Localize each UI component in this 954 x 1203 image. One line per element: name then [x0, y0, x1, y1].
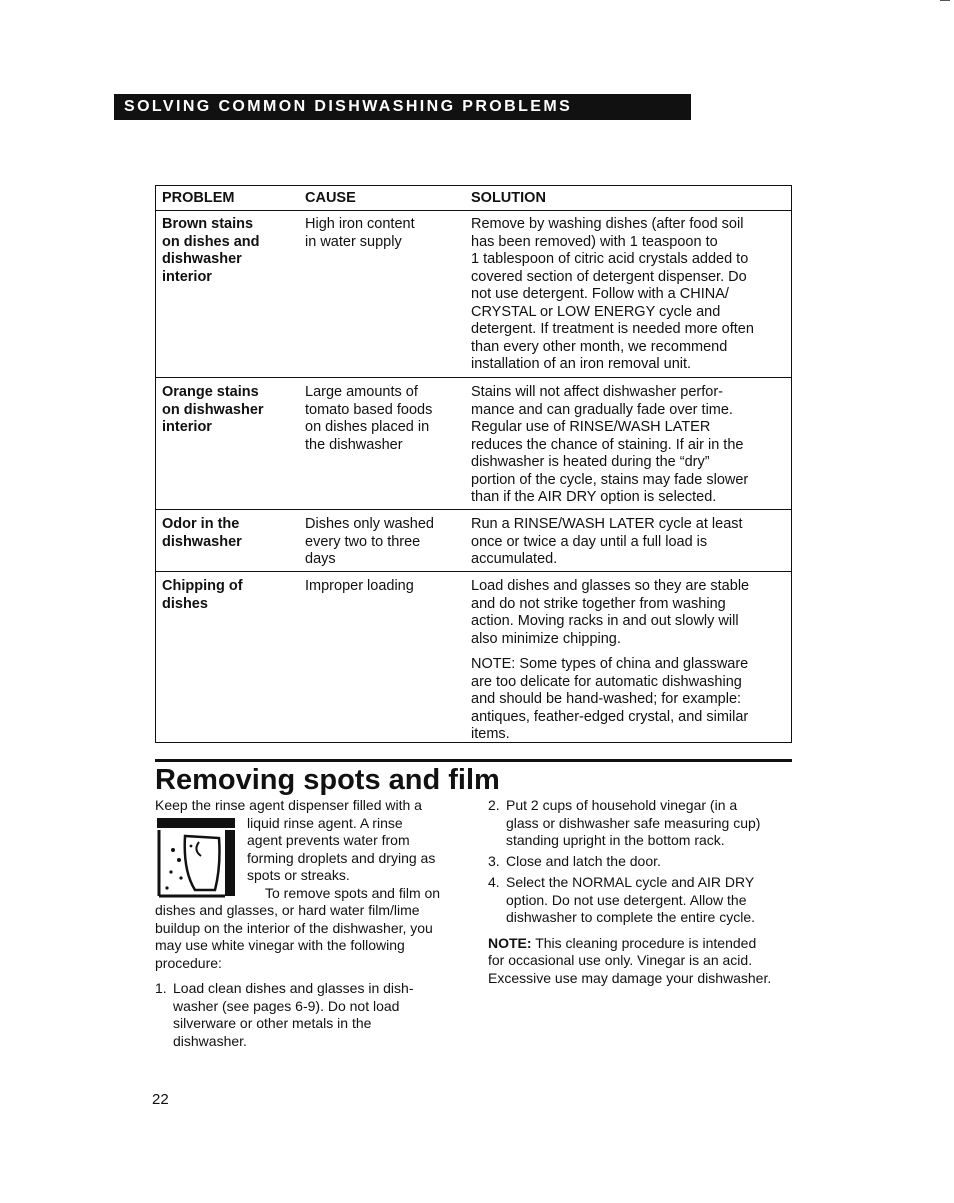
intro-line: spots or streaks. [247, 867, 350, 883]
cleaning-note [488, 935, 804, 988]
text-line: portion of the cycle, stains may fade slower [471, 471, 749, 488]
table-row [156, 510, 791, 572]
text-line: on dishwasher [162, 401, 264, 418]
step-1 [155, 980, 465, 1050]
step-line: dishwasher. [173, 1032, 247, 1049]
problem-cell [162, 578, 297, 613]
solution-paragraph [471, 578, 783, 648]
corner-mark [940, 0, 950, 1]
intro-line: procedure: [155, 954, 222, 971]
text-line: Remove by washing dishes (after food soil [471, 216, 744, 232]
text-line: than every other month, we recommend [471, 338, 728, 355]
text-line: items. [471, 726, 510, 742]
text-line: mance and can gradually fade over time. [471, 401, 733, 418]
text-line: antiques, feather-edged crystal, and similar [471, 708, 749, 725]
step-line: dishwasher to complete the entire cycle. [506, 909, 756, 925]
table-row [156, 378, 791, 510]
text-line: detergent. If treatment is needed more often [471, 321, 754, 337]
text-line: every two to three [305, 533, 421, 550]
intro-line: To remove spots and film on [265, 884, 441, 901]
solution-cell [471, 384, 783, 507]
text-line: Large amounts of [305, 384, 418, 400]
step-line: Load clean dishes and glasses in dish- [173, 980, 414, 996]
text-line: Run a RINSE/WASH LATER cycle at least [471, 516, 743, 532]
text-line: on dishes placed in [305, 419, 430, 435]
text-line: the dishwasher [305, 436, 403, 453]
intro-line: Keep the rinse agent dispenser filled with a [155, 797, 422, 813]
step-line: silverware or other metals in the [173, 1015, 372, 1031]
left-column [155, 797, 465, 1050]
solution-paragraph [471, 384, 783, 507]
step-2 [488, 797, 804, 850]
intro-line: buildup on the interior of the dishwasher, you [155, 919, 433, 936]
section-banner: SOLVING COMMON DISHWASHING PROBLEMS [114, 94, 691, 120]
step-line: Close and latch the door. [506, 852, 661, 869]
intro-line: may use white vinegar with the following [155, 937, 405, 953]
right-column [488, 797, 804, 987]
text-line: Orange stains [162, 384, 259, 400]
solution-note [471, 656, 783, 744]
text-line: installation of an iron removal unit. [471, 356, 692, 372]
text-line: on dishes and [162, 233, 260, 250]
text-line: dishwasher [162, 251, 242, 267]
problem-cell [162, 516, 297, 551]
text-line: has been removed) with 1 teaspoon to [471, 233, 718, 250]
table-row [156, 572, 791, 742]
intro-line: liquid rinse agent. A rinse [247, 814, 403, 831]
text-line: than if the AIR DRY option is selected. [471, 489, 717, 505]
text-line: High iron content [305, 216, 415, 232]
step-line: Select the NORMAL cycle and AIR DRY [506, 874, 755, 890]
cause-cell [305, 516, 463, 569]
cause-cell [305, 384, 463, 454]
text-line: dishes [162, 595, 208, 612]
text-line: covered section of detergent dispenser. Do [471, 268, 747, 285]
text-line: Regular use of RINSE/WASH LATER [471, 419, 711, 435]
step-number: 3. [488, 852, 500, 869]
step-number: 1. [155, 980, 167, 996]
text-line: Improper loading [305, 578, 414, 594]
text-line: reduces the chance of staining. If air in the [471, 436, 744, 453]
step-3 [488, 853, 804, 871]
text-line: Load dishes and glasses so they are stable [471, 578, 750, 594]
intro-line: dishes and glasses, or hard water film/lime [155, 902, 420, 918]
step-line: washer (see pages 6-9). Do not load [173, 997, 400, 1014]
text-line: Odor in the [162, 516, 240, 532]
text-line: Stains will not affect dishwasher perfor- [471, 384, 723, 400]
drinking-glass-spots-icon [155, 816, 237, 898]
intro-line: agent prevents water from [247, 832, 410, 848]
text-line: and should be hand-washed; for example: [471, 691, 742, 707]
text-line: accumulated. [471, 551, 558, 567]
text-line: also minimize chipping. [471, 630, 621, 647]
section-title: Removing spots and film [155, 764, 500, 796]
text-line: in water supply [305, 233, 402, 250]
step-line: option. Do not use detergent. Allow the [506, 891, 747, 908]
step-number: 2. [488, 797, 500, 813]
text-line: tomato based foods [305, 401, 433, 418]
header-problem: PROBLEM [162, 190, 235, 206]
solution-paragraph [471, 216, 783, 374]
section-rule [155, 759, 792, 762]
text-line: NOTE: Some types of china and glassware [471, 656, 749, 672]
step-line: standing upright in the bottom rack. [506, 832, 725, 848]
table-header [156, 186, 791, 211]
solution-cell [471, 578, 783, 744]
cause-cell [305, 216, 463, 251]
solution-cell [471, 216, 783, 374]
header-solution: SOLUTION [471, 190, 546, 206]
problem-cell [162, 216, 297, 286]
intro-line: forming droplets and drying as [247, 849, 436, 866]
text-line: interior [162, 419, 212, 435]
text-line: once or twice a day until a full load is [471, 533, 708, 550]
text-line: interior [162, 268, 212, 285]
text-line: and do not strike together from washing [471, 595, 726, 612]
text-line: 1 tablespoon of citric acid crystals added to [471, 251, 749, 267]
text-line: CRYSTAL or LOW ENERGY cycle and [471, 303, 721, 320]
step-line: Put 2 cups of household vinegar (in a [506, 797, 738, 813]
cause-cell [305, 578, 463, 596]
text-line: dishwasher is heated during the “dry” [471, 454, 710, 470]
page-number: 22 [152, 1091, 169, 1108]
text-line: Dishes only washed [305, 516, 434, 532]
solution-paragraph [471, 516, 783, 569]
step-4 [488, 874, 804, 927]
note-label: NOTE: [488, 934, 532, 951]
text-line: are too delicate for automatic dishwashing [471, 673, 742, 690]
note-text: for occasional use only. Vinegar is an acid. [488, 952, 753, 968]
step-number: 4. [488, 874, 500, 890]
table-row [156, 210, 791, 378]
text-line: days [305, 551, 336, 567]
step-line: glass or dishwasher safe measuring cup) [506, 814, 761, 831]
note-text: This cleaning procedure is intended [531, 934, 757, 951]
header-cause: CAUSE [305, 190, 356, 206]
text-line: Chipping of [162, 578, 243, 594]
problem-cell [162, 384, 297, 437]
text-line: action. Moving racks in and out slowly will [471, 613, 739, 629]
solution-cell [471, 516, 783, 569]
text-line: Brown stains [162, 216, 254, 232]
text-line: dishwasher [162, 533, 242, 550]
note-text: Excessive use may damage your dishwasher. [488, 969, 772, 986]
problems-table [155, 185, 792, 743]
text-line: not use detergent. Follow with a CHINA/ [471, 286, 729, 302]
